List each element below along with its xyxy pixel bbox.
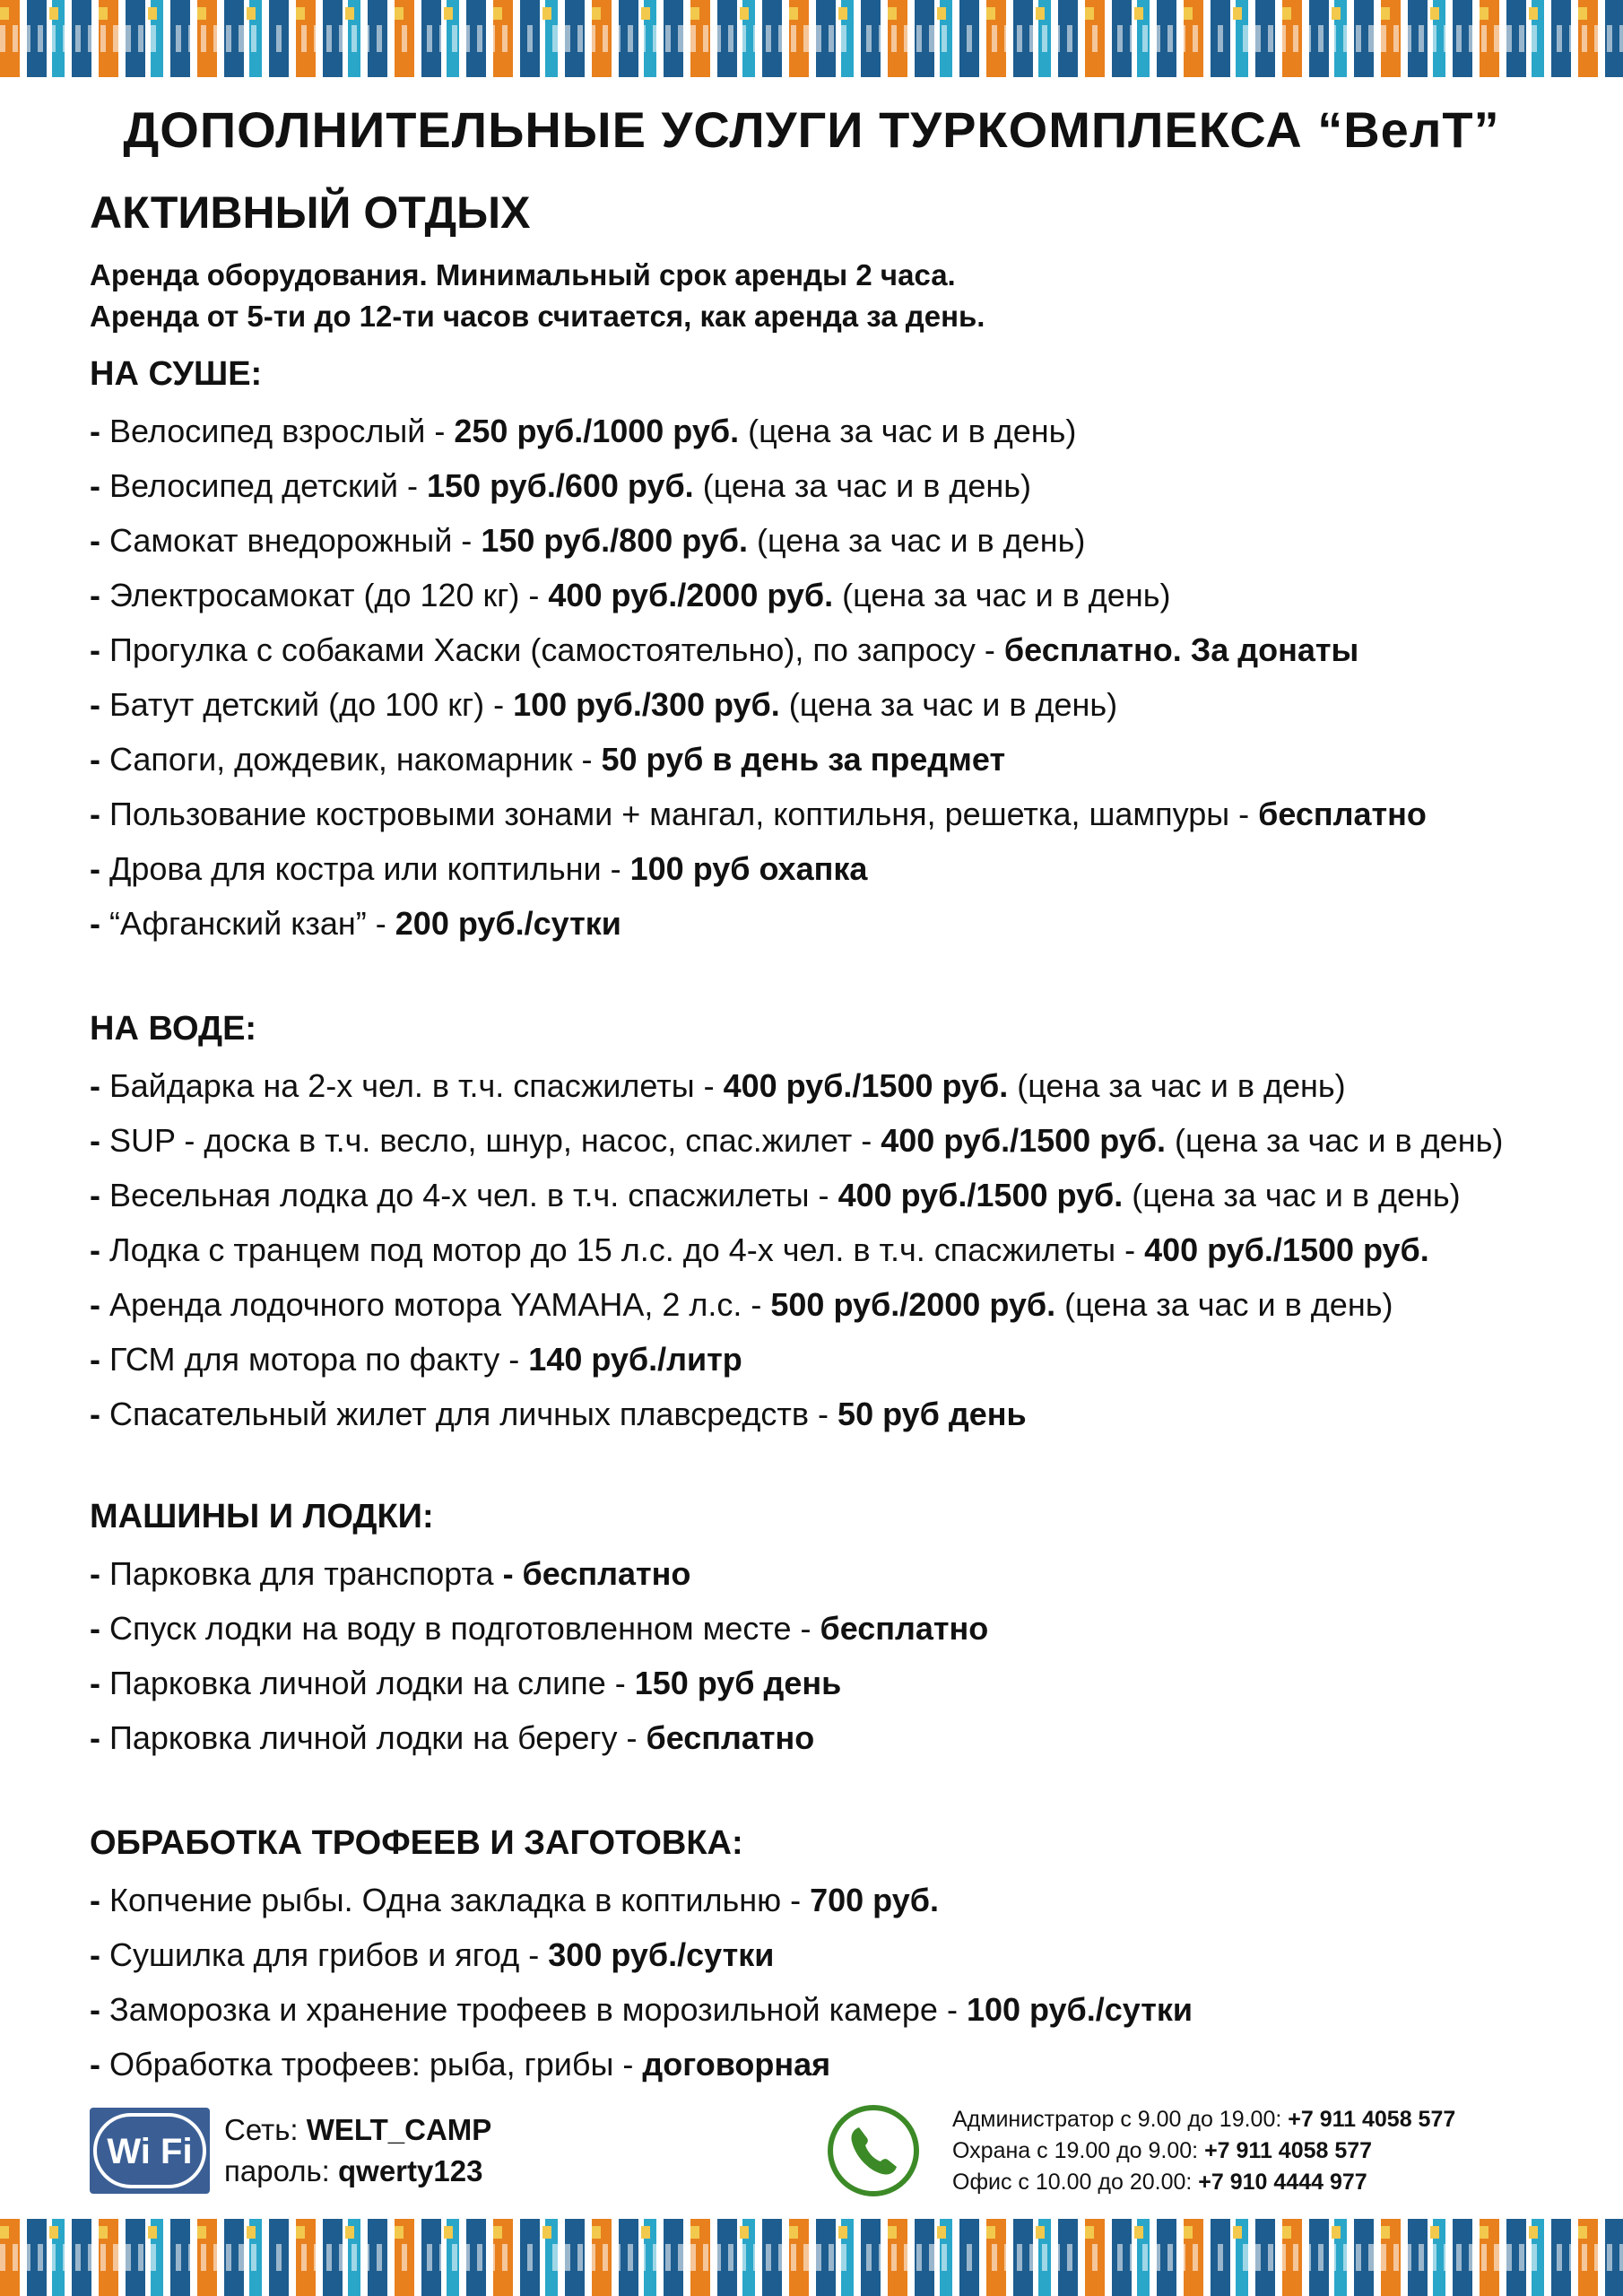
list-item: - Заморозка и хранение трофеев в морозильной камере - 100 руб./сутки [90, 1991, 1193, 2028]
list-item: - Электросамокат (до 120 кг) - 400 руб./2000 руб. (цена за час и в день) [90, 577, 1171, 613]
rental-note [90, 255, 985, 337]
rental-note-line-2: Аренда от 5-ти до 12-ти часов считается, как аренда за день. [90, 300, 985, 333]
list-item: - Пользование костровыми зонами + мангал, коптильня, решетка, шампуры - бесплатно [90, 796, 1427, 832]
contact-office: Офис с 10.00 до 20.00: +7 910 4444 977 [952, 2170, 1367, 2195]
wifi-info [224, 2109, 491, 2192]
list-item: - Сушилка для грибов и ягод - 300 руб./сутки [90, 1936, 775, 1973]
list-item: - Велосипед детский - 150 руб./600 руб. (цена за час и в день) [90, 467, 1032, 504]
list-item: - Прогулка с собаками Хаски (самостоятельно), по запросу - бесплатно. За донаты [90, 631, 1359, 668]
list-item: - Парковка личной лодки на слипе - 150 руб день [90, 1665, 842, 1701]
list-item: - Парковка личной лодки на берегу - бесплатно [90, 1719, 815, 1756]
list-item: - Байдарка на 2-х чел. в т.ч. спасжилеты - 400 руб./1500 руб. (цена за час и в день) [90, 1067, 1346, 1104]
ornamental-border-top [0, 0, 1623, 77]
list-item: - SUP - доска в т.ч. весло, шнур, насос, спас.жилет - 400 руб./1500 руб. (цена за час и в день) [90, 1122, 1504, 1159]
wifi-logo-text: Wi Fi [107, 2132, 193, 2171]
list-item: - Аренда лодочного мотора YAMAHA, 2 л.с. - 500 руб./2000 руб. (цена за час и в день) [90, 1286, 1393, 1323]
category-title-trophies: ОБРАБОТКА ТРОФЕЕВ И ЗАГОТОВКА: [90, 1824, 743, 1862]
wifi-icon [90, 2108, 210, 2194]
list-water [90, 1058, 1503, 1441]
list-item: - Спуск лодки на воду в подготовленном месте - бесплатно [90, 1610, 989, 1647]
list-item: - ГСМ для мотора по факту - 140 руб./литр [90, 1341, 742, 1378]
list-item: - Сапоги, дождевик, накомарник - 50 руб в день за предмет [90, 741, 1006, 778]
list-item: - Спасательный жилет для личных плавсредств - 50 руб день [90, 1396, 1027, 1432]
contact-security: Охрана с 19.00 до 9.00: +7 911 4058 577 [952, 2138, 1373, 2163]
section-title: АКТИВНЫЙ ОТДЫХ [90, 187, 531, 238]
list-land [90, 404, 1427, 951]
list-vehicles [90, 1546, 988, 1765]
list-item: - Батут детский (до 100 кг) - 100 руб./300 руб. (цена за час и в день) [90, 686, 1118, 723]
wifi-password: пароль: qwerty123 [224, 2154, 483, 2187]
ornamental-border-bottom [0, 2219, 1623, 2296]
contacts [952, 2104, 1455, 2198]
list-item: - Самокат внедорожный - 150 руб./800 руб. (цена за час и в день) [90, 522, 1086, 559]
phone-icon [825, 2102, 922, 2199]
list-item: - Обработка трофеев: рыба, грибы - договорная [90, 2046, 831, 2083]
list-item: - “Афганский кзан” - 200 руб./сутки [90, 905, 621, 942]
list-item: - Весельная лодка до 4-х чел. в т.ч. спасжилеты - 400 руб./1500 руб. (цена за час и в день) [90, 1177, 1461, 1213]
list-trophies [90, 1873, 1193, 2092]
list-item: - Копчение рыбы. Одна закладка в коптильню - 700 руб. [90, 1882, 939, 1918]
rental-note-line-1: Аренда оборудования. Минимальный срок аренды 2 часа. [90, 258, 956, 291]
contact-admin: Администратор с 9.00 до 19.00: +7 911 4058 577 [952, 2107, 1456, 2132]
category-title-water: НА ВОДЕ: [90, 1010, 257, 1048]
list-item: - Лодка с транцем под мотор до 15 л.с. до 4-х чел. в т.ч. спасжилеты - 400 руб./1500 руб. [90, 1231, 1429, 1268]
category-title-vehicles: МАШИНЫ И ЛОДКИ: [90, 1498, 434, 1535]
list-item: - Парковка для транспорта - бесплатно [90, 1555, 691, 1592]
list-item: - Дрова для костра или коптильни - 100 руб охапка [90, 850, 868, 887]
wifi-network: Сеть: WELT_CAMP [224, 2113, 492, 2146]
category-title-land: НА СУШЕ: [90, 355, 263, 393]
list-item: - Велосипед взрослый - 250 руб./1000 руб. (цена за час и в день) [90, 413, 1077, 449]
page-title: ДОПОЛНИТЕЛЬНЫЕ УСЛУГИ ТУРКОМПЛЕКСА “ВелТ” [123, 101, 1500, 158]
